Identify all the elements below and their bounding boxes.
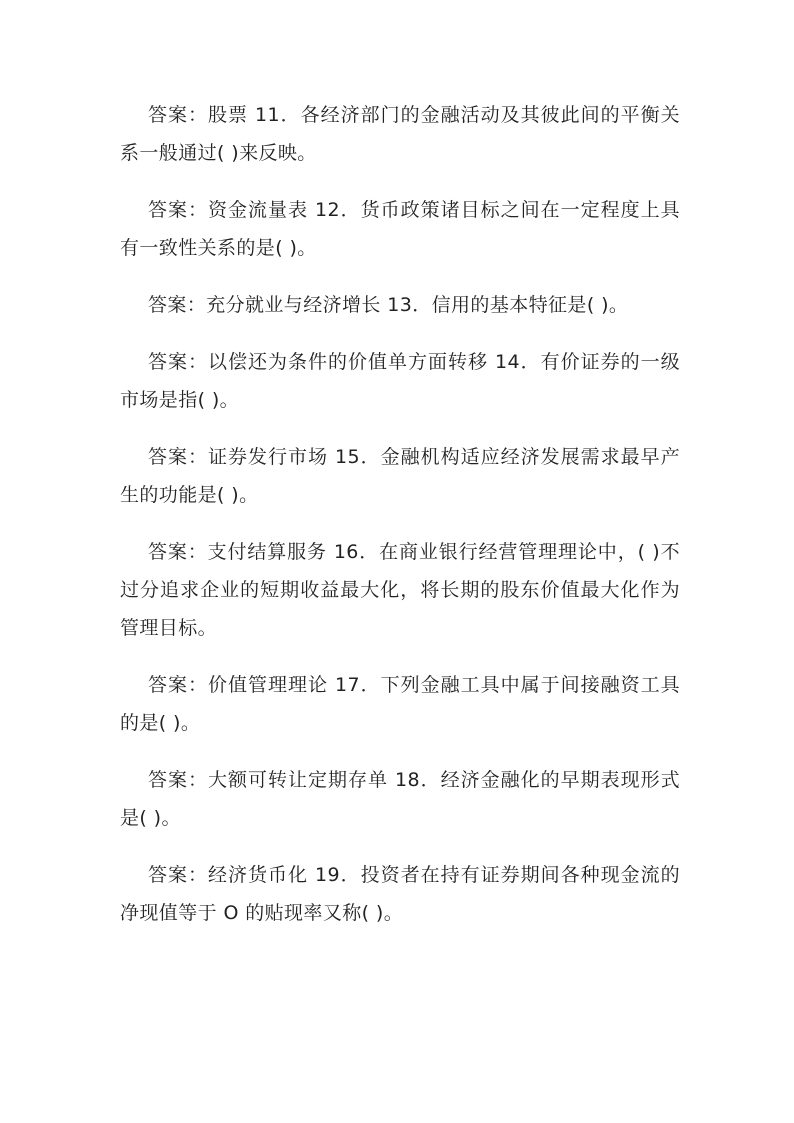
answer-paragraph-14: 答案：以偿还为条件的价值单方面转移 14．有价证券的一级市场是指( )。 <box>120 351 680 411</box>
answer-paragraph-12: 答案：资金流量表 12．货币政策诸目标之间在一定程度上具有一致性关系的是( )。 <box>120 199 680 259</box>
answer-paragraph-19: 答案：经济货币化 19．投资者在持有证券期间各种现金流的净现值等于 O 的贴现率又称( )。 <box>120 864 680 924</box>
answer-paragraph-17: 答案：价值管理理论 17．下列金融工具中属于间接融资工具的是( )。 <box>120 674 680 734</box>
answer-paragraph-11: 答案：股票 11．各经济部门的金融活动及其彼此间的平衡关系一般通过( )来反映。 <box>120 104 680 164</box>
answer-paragraph-16: 答案：支付结算服务 16．在商业银行经营管理理论中，( )不过分追求企业的短期收益最大化，将长期的股东价值最大化作为管理目标。 <box>120 541 680 639</box>
answer-paragraph-15: 答案：证券发行市场 15．金融机构适应经济发展需求最早产生的功能是( )。 <box>120 446 680 506</box>
answer-paragraph-18: 答案：大额可转让定期存单 18．经济金融化的早期表现形式是( )。 <box>120 769 680 829</box>
answer-paragraph-13: 答案：充分就业与经济增长 13．信用的基本特征是( )。 <box>148 294 629 316</box>
document-body <box>120 96 680 951</box>
